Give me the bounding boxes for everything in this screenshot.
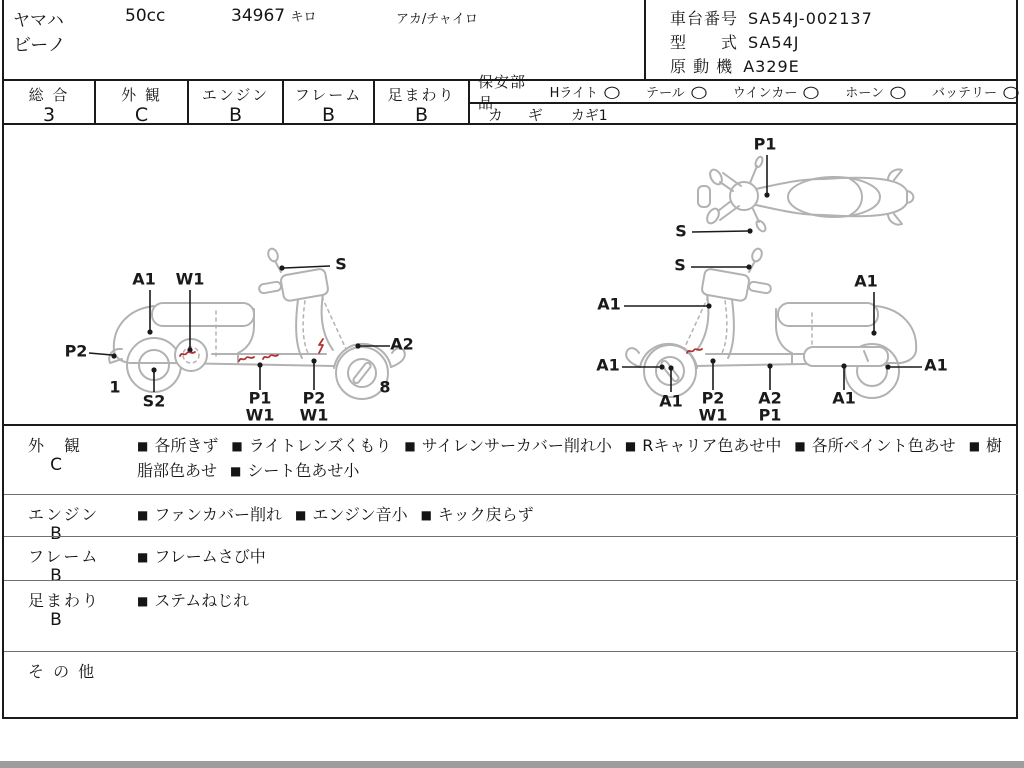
damage-mark-scratch — [263, 355, 278, 359]
damage-code-label: 1 — [109, 377, 121, 397]
grade-label: 総 合 — [28, 86, 70, 104]
damage-code-label: S — [335, 254, 347, 274]
ok-circle: ○ — [689, 82, 708, 101]
safety-item-horn: ホーン ○ — [845, 82, 907, 101]
leader-dot — [710, 358, 715, 363]
maker-name: ヤマハ — [13, 11, 64, 31]
grade-cell-frame — [284, 81, 375, 126]
sheet-table — [2, 0, 1018, 719]
leader-dot — [147, 329, 152, 334]
damage-code-label: S — [675, 221, 687, 241]
mileage-unit: キロ — [290, 10, 317, 25]
engine-code-label: 原 動 機 — [670, 57, 734, 76]
safety-item-battery: バッテリー ○ — [932, 82, 1020, 101]
grade-label: エンジン — [201, 86, 270, 104]
ok-circle: ○ — [1002, 82, 1020, 101]
leader-dot — [747, 228, 752, 233]
model-name: ビーノ — [13, 35, 66, 56]
model-code-value: SA54J — [748, 33, 800, 52]
safety-item-headlight: Hライト ○ — [549, 82, 621, 101]
chassis-number-row — [670, 6, 873, 29]
damage-mark-bolt — [319, 339, 323, 353]
section-grade: B — [50, 524, 62, 544]
leader-dot — [871, 330, 876, 335]
safety-parts-label: 保安部品 — [478, 72, 527, 112]
section-label: そ の 他 — [28, 662, 97, 681]
section-other — [4, 651, 1018, 719]
safety-item-taillight: テール ○ — [645, 82, 708, 101]
model-code-label: 型 式 — [670, 33, 739, 52]
note-item: ■ シート色あせ小 — [230, 461, 360, 480]
section-grade: B — [50, 610, 62, 630]
model-code-row — [670, 30, 800, 53]
note-item: ■ ステムねじれ — [137, 591, 250, 610]
safety-parts-row — [470, 72, 1020, 112]
leader-dot — [746, 264, 751, 269]
damage-diagram — [4, 125, 1018, 424]
damage-code-label: A2 — [390, 334, 414, 354]
damage-code-label: P1 — [753, 134, 777, 154]
note-item: ■ 樹脂部色あせ — [137, 436, 1003, 480]
damage-mark-scratch — [239, 357, 254, 361]
safety-item-winker: ウインカー ○ — [732, 82, 821, 101]
damage-code-label: P1 — [248, 388, 272, 408]
section-notes — [137, 503, 1011, 528]
grade-label: 外 観 — [121, 86, 162, 104]
damage-code-label: W1 — [698, 405, 728, 424]
note-item: ■ フレームさび中 — [137, 547, 266, 566]
ok-circle: ○ — [889, 82, 907, 101]
note-item: ■ キック戻らず — [420, 505, 534, 524]
section-label: フレーム — [28, 547, 100, 566]
chassis-number-value: SA54J-002137 — [748, 9, 873, 28]
scooter-right-side-view — [626, 247, 916, 398]
engine-code-value: A329E — [743, 57, 800, 76]
ok-circle: ○ — [603, 82, 621, 101]
leader-dot — [706, 303, 711, 308]
identification-header — [644, 0, 1018, 79]
damage-code-label: A1 — [597, 294, 621, 314]
leader-line — [89, 353, 112, 355]
leader-line — [692, 231, 748, 232]
note-item: ■ Rキャリア色あせ中 — [624, 436, 782, 455]
section-notes — [137, 545, 1011, 570]
damage-code-label: A1 — [832, 388, 856, 408]
key-row — [470, 104, 1018, 125]
leader-dot — [151, 367, 156, 372]
section-label: 足まわり — [28, 591, 101, 610]
damage-code-label: S2 — [142, 391, 166, 411]
leader-dot — [885, 364, 890, 369]
note-item: ■ エンジン音小 — [295, 505, 408, 524]
scooter-top-view — [698, 156, 913, 233]
section-undercarriage — [4, 580, 1018, 651]
leader-dot — [659, 364, 664, 369]
leader-dot — [841, 363, 846, 368]
leader-dot — [257, 362, 262, 367]
note-item: ■ 各所ペイント色あせ — [794, 436, 956, 455]
damage-code-label: P1 — [758, 405, 782, 424]
body-color: アカ/チャイロ — [396, 12, 478, 27]
mileage-value: 34967 — [231, 6, 286, 26]
section-label: エンジン — [28, 505, 100, 524]
grade-strip — [4, 72, 1020, 126]
grade-label: 足まわり — [387, 86, 456, 104]
scan-edge-strip — [0, 761, 1024, 768]
chassis-number-label: 車台番号 — [670, 9, 739, 28]
grade-label: フレーム — [294, 86, 363, 104]
leader-dot — [767, 363, 772, 368]
damage-code-label: P2 — [64, 341, 88, 361]
damage-code-label: A1 — [924, 355, 948, 375]
damage-code-label: A1 — [659, 391, 683, 411]
leader-dot — [279, 265, 284, 270]
grade-cell-engine — [189, 81, 284, 126]
safety-parts-cell — [470, 72, 1020, 124]
note-item: ■ ファンカバー削れ — [137, 505, 283, 524]
leader-dot — [668, 365, 673, 370]
damage-code-label: W1 — [245, 405, 275, 424]
section-exterior — [4, 426, 1018, 494]
section-grade: C — [50, 455, 62, 475]
damage-code-label: A1 — [132, 269, 156, 289]
key-value: カギ1 — [570, 107, 608, 124]
damage-code-label: S — [674, 255, 686, 275]
damage-code-label: P2 — [701, 388, 725, 408]
damage-code-label: A1 — [596, 355, 620, 375]
leader-dot — [764, 192, 769, 197]
section-label: 外 観 — [28, 436, 83, 455]
grade-value: B — [228, 104, 243, 126]
note-item: ■ サイレンサーカバー削れ小 — [404, 436, 612, 455]
grade-cell-overall — [4, 81, 96, 126]
mileage — [231, 6, 317, 26]
leader-dot — [111, 353, 116, 358]
section-notes — [137, 434, 1011, 484]
grade-value: B — [321, 104, 336, 126]
damage-code-label: A1 — [854, 271, 878, 291]
grade-value: C — [134, 104, 149, 126]
grade-cell-undercarriage — [375, 81, 470, 126]
note-item: ■ 各所きず — [137, 436, 219, 455]
key-label: カ ギ — [488, 106, 553, 124]
vehicle-info-header — [4, 0, 644, 79]
grade-cell-exterior — [96, 81, 189, 126]
damage-code-label: P2 — [302, 388, 326, 408]
leader-dot — [355, 343, 360, 348]
damage-diagram-box — [4, 125, 1018, 426]
damage-code-label: 8 — [379, 377, 391, 397]
section-grade: B — [50, 566, 62, 586]
grade-value: 3 — [42, 104, 56, 126]
damage-code-label: W1 — [175, 269, 205, 289]
note-item: ■ ライトレンズくもり — [231, 436, 392, 455]
leader-line — [284, 266, 330, 268]
section-notes — [137, 589, 1011, 614]
damage-code-label: A2 — [758, 388, 782, 408]
section-engine — [4, 494, 1018, 544]
engine-code-row — [670, 54, 800, 77]
section-frame — [4, 536, 1018, 586]
displacement: 50cc — [125, 6, 166, 26]
damage-code-label: W1 — [299, 405, 329, 424]
grade-value: B — [414, 104, 429, 126]
ok-circle: ○ — [802, 82, 821, 101]
leader-dot — [311, 358, 316, 363]
